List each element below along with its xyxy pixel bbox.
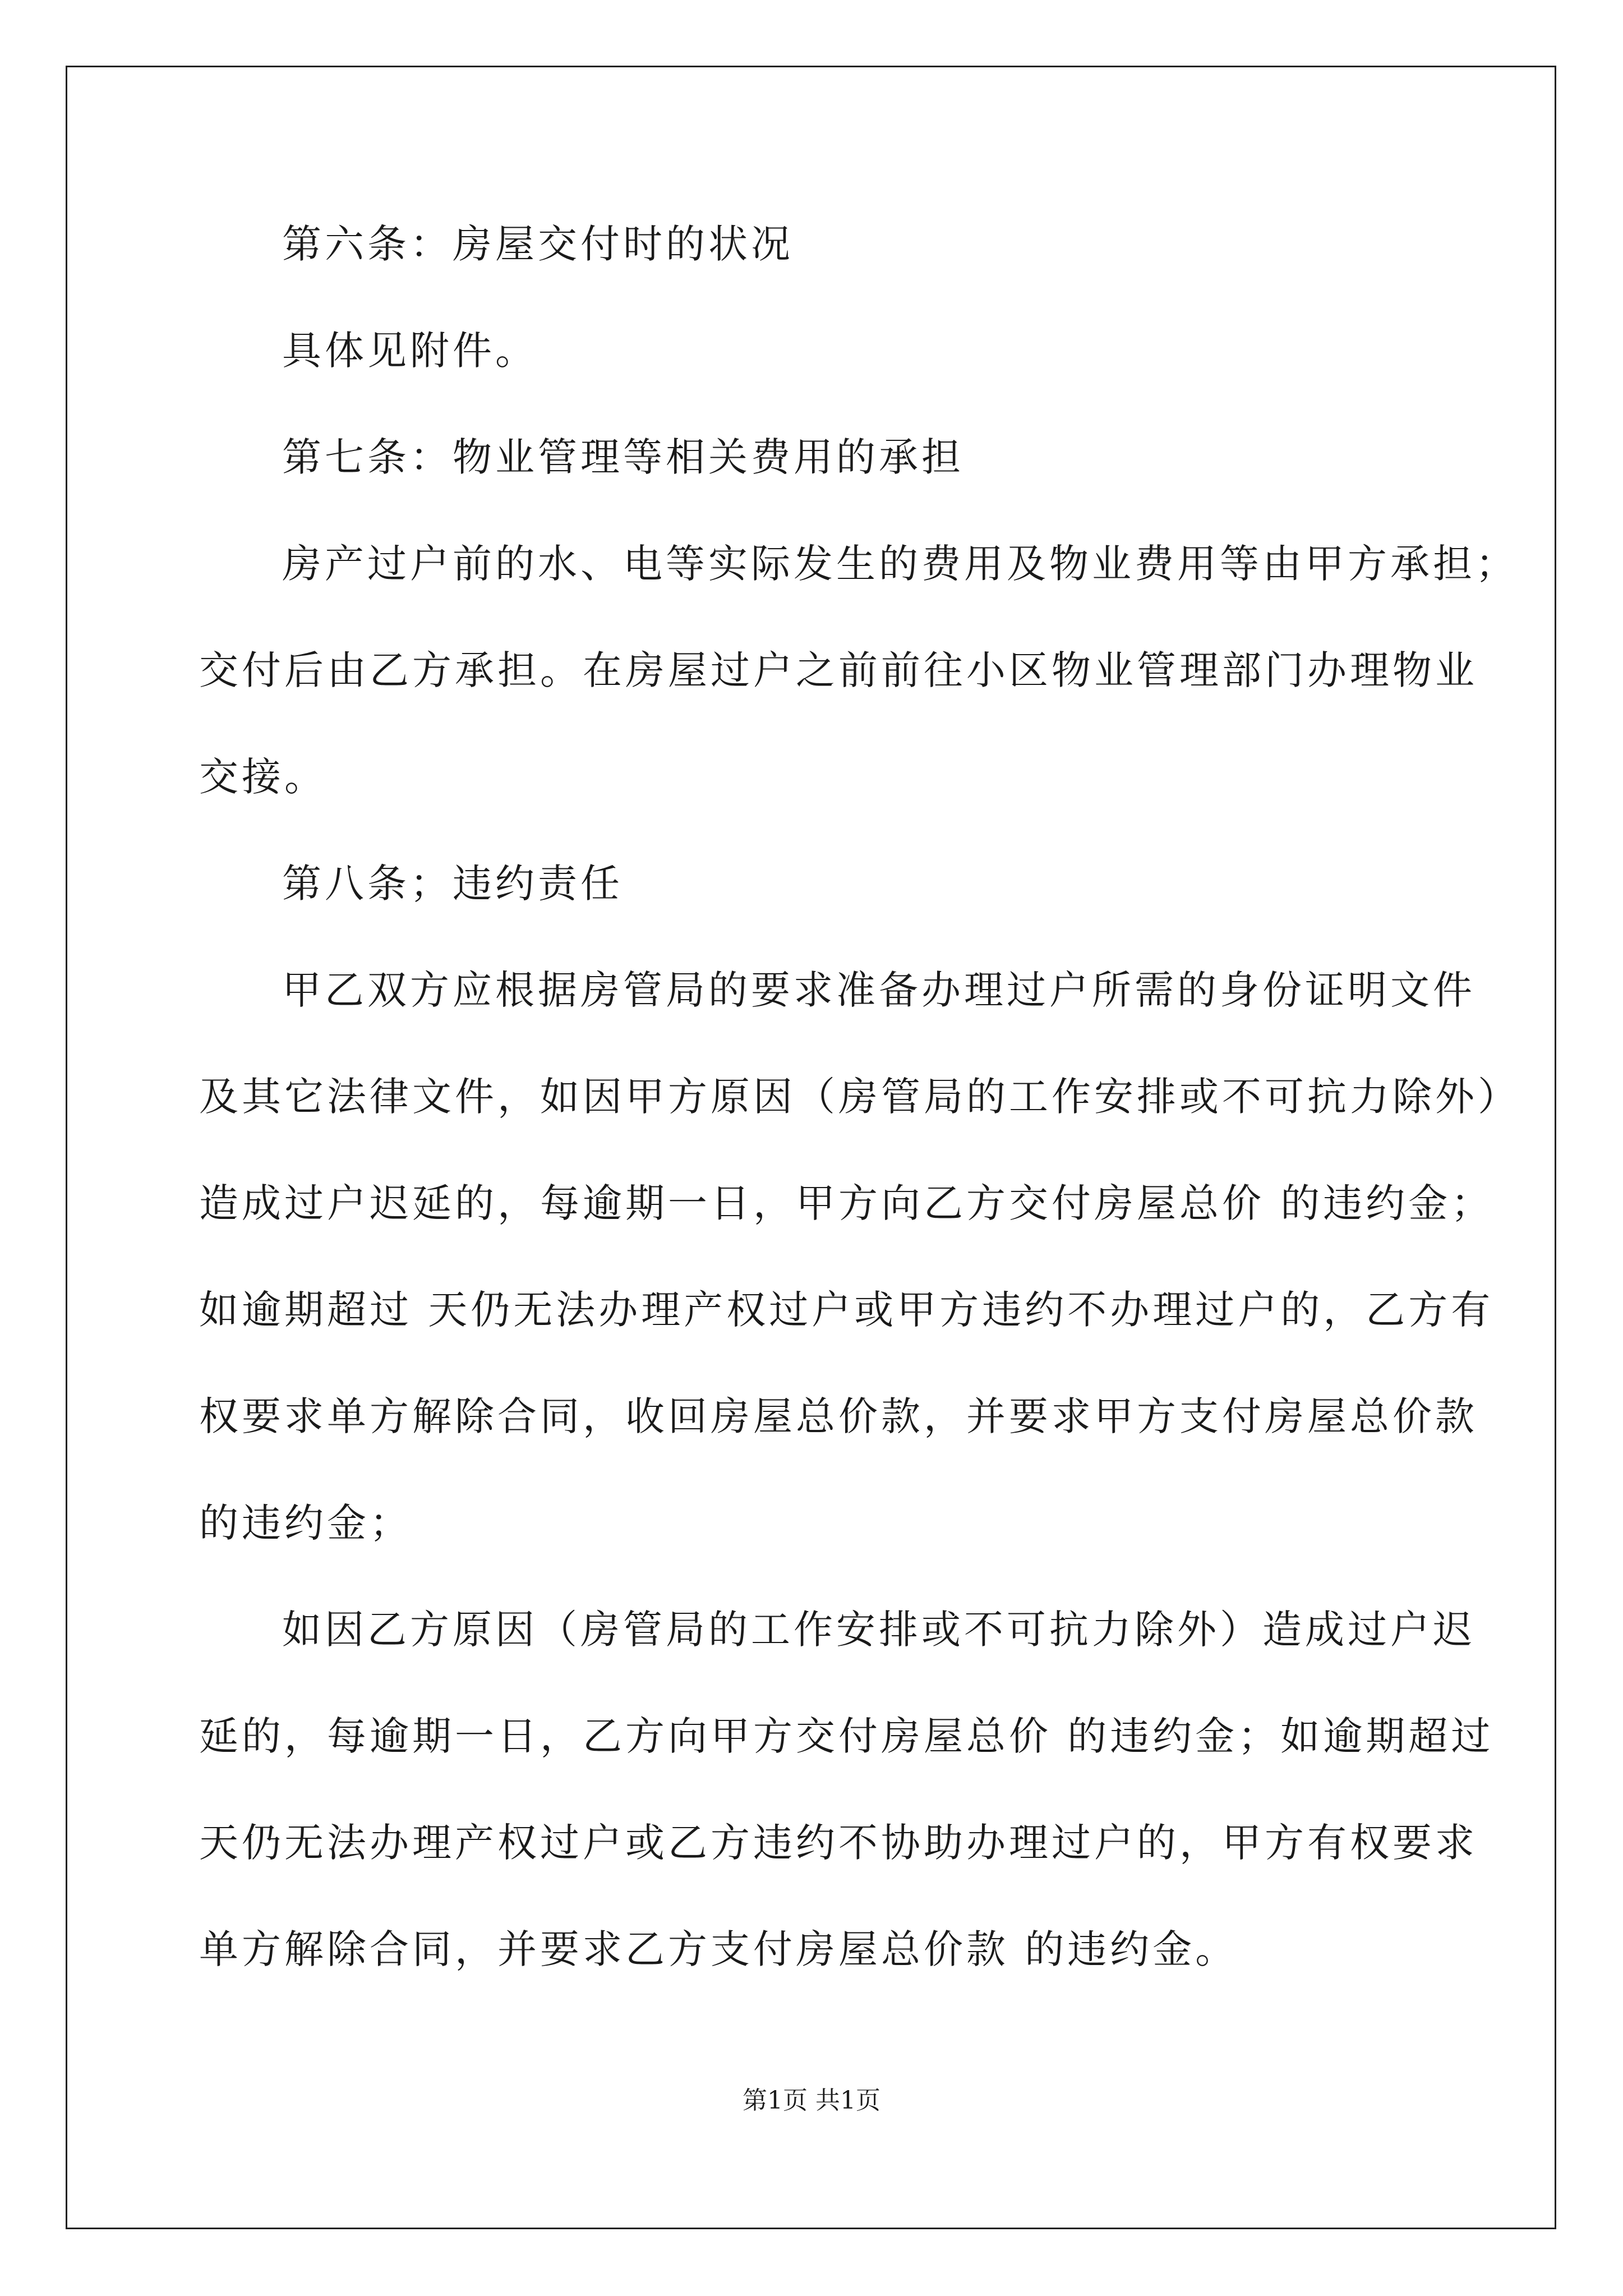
paragraph-line: 具体见附件。 [282, 328, 538, 374]
paragraph-line: 的违约金； [199, 1500, 412, 1546]
paragraph-line: 单方解除合同，并要求乙方支付房屋总价款 的违约金。 [199, 1926, 1238, 1972]
paragraph-line: 交付后由乙方承担。在房屋过户之前前往小区物业管理部门办理物业 [199, 647, 1478, 693]
article-6-body [199, 323, 1433, 379]
paragraph-line: 第七条：物业管理等相关费用的承担 [282, 434, 964, 480]
article-8-party-b-clause [199, 1602, 1494, 1977]
paragraph-line: 如因乙方原因（房管局的工作安排或不可抗力除外）造成过户迟 [282, 1607, 1476, 1653]
article-8-heading [199, 855, 1433, 912]
page-number-label: 第1页 共1页 [743, 2086, 880, 2115]
article-7-body [199, 536, 1518, 805]
paragraph-line: 房产过户前的水、电等实际发生的费用及物业费用等由甲方承担； [282, 541, 1518, 587]
page-footer [0, 2084, 1623, 2118]
paragraph-line: 造成过户迟延的，每逾期一日，甲方向乙方交付房屋总价 的违约金； [199, 1180, 1494, 1226]
paragraph-line: 第八条；违约责任 [282, 861, 623, 907]
paragraph-line: 交接。 [199, 754, 327, 800]
paragraph-line: 及其它法律文件，如因甲方原因（房管局的工作安排或不可抗力除外） [199, 1074, 1520, 1120]
paragraph-line: 天仍无法办理产权过户或乙方违约不协助办理过户的，甲方有权要求 [199, 1820, 1478, 1866]
paragraph-line: 如逾期超过 天仍无法办理产权过户或甲方违约不办理过户的，乙方有 [199, 1287, 1494, 1333]
article-8-party-a-clause [199, 962, 1520, 1551]
article-7-heading [199, 429, 1433, 485]
paragraph-line: 第六条：房屋交付时的状况 [282, 221, 794, 267]
document-body [199, 216, 1520, 2028]
paragraph-line: 延的，每逾期一日，乙方向甲方交付房屋总价 的违约金；如逾期超过 [199, 1713, 1494, 1759]
paragraph-line: 甲乙双方应根据房管局的要求准备办理过户所需的身份证明文件 [282, 967, 1476, 1013]
paragraph-line: 权要求单方解除合同，收回房屋总价款，并要求甲方支付房屋总价款 [199, 1393, 1478, 1439]
article-6-heading [199, 216, 1433, 272]
